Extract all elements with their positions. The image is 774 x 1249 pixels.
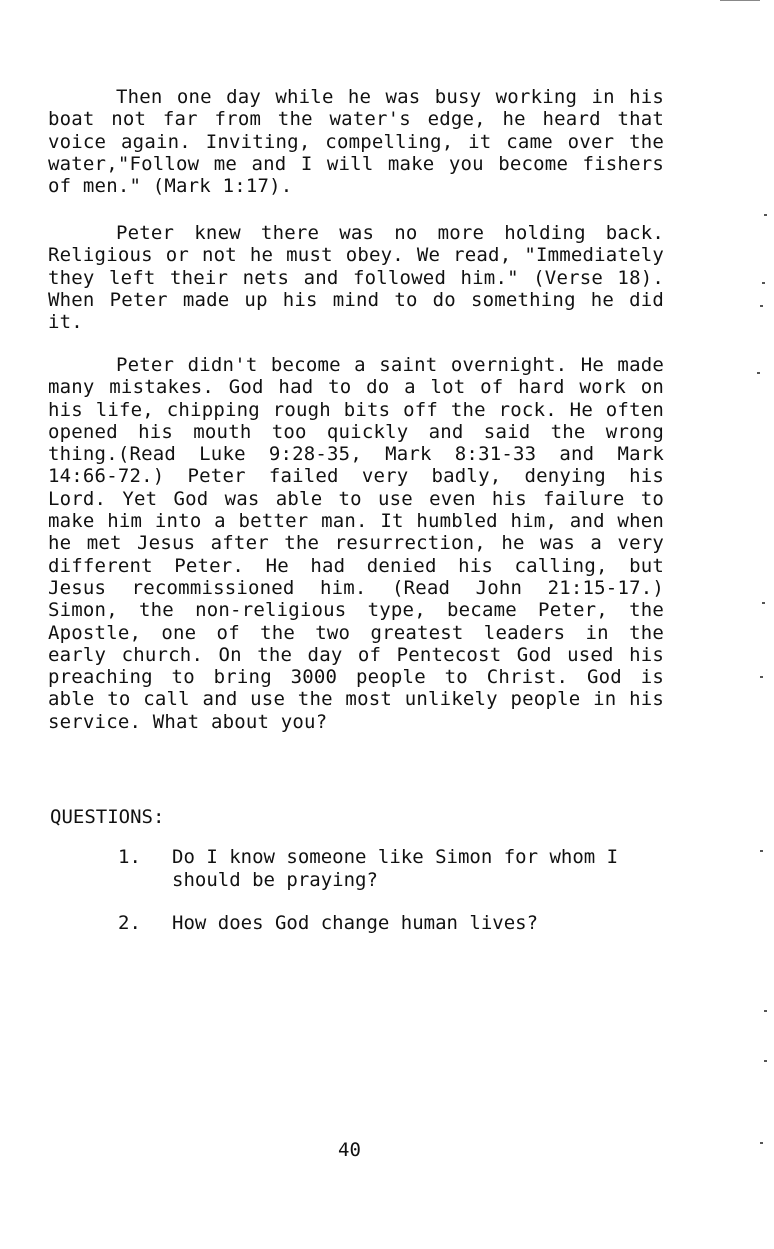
question-text: How does God change human lives? <box>172 912 539 934</box>
paragraph-peter-obeys: Peter knew there was no more holding back. Religious or not he must obey. We read, "Immediately they left their nets and followed him." (Verse 18). When Peter made up his mind to do something he did it. <box>48 222 664 334</box>
question-number: 1. <box>118 846 141 868</box>
page-number: 40 <box>338 1139 361 1161</box>
question-text: Do I know someone like Simon for whom I should be praying? <box>172 846 619 891</box>
margin-speck <box>760 850 763 852</box>
paragraph-peter-changed: Peter didn't become a saint overnight. He made many mistakes. God had to do a lot of hard work on his life, chipping rough bits off the rock. He often opened his mouth too quickly and said the wrong thing.(Read Luke 9:28-35, Mark 8:31-33 and Mark 14:66-72.) Peter failed very badly, denying his Lord. Yet God was able to use even his failure to make him into a better man. It humbled him, and when he met Jesus after the resurrection, he was a very different Peter. He had denied his calling, but Jesus recommissioned him. (Read John 21:15-17.) Simon, the non-religious type, became Peter, the Apostle, one of the two greatest leaders in the early church. On the day of Pentecost God used his preaching to bring 3000 people to Christ. God is able to call and use the most unlikely people in his service. What about you? <box>48 354 664 733</box>
margin-speck <box>760 1142 763 1144</box>
question-item <box>118 846 678 892</box>
question-number: 2. <box>118 912 141 934</box>
margin-speck <box>764 214 767 216</box>
page-edge <box>720 0 760 3</box>
paragraph-call-of-peter: Then one day while he was busy working in his boat not far from the water's edge, he heard that voice again. Inviting, compelling, it came over the water,"Follow me and I will make you become fishers of men." (Mark 1:17). <box>48 86 664 198</box>
margin-speck <box>764 1060 767 1062</box>
margin-speck <box>762 282 765 284</box>
margin-speck <box>764 1010 767 1012</box>
questions-heading: QUESTIONS: <box>50 806 165 828</box>
question-item <box>118 912 678 935</box>
margin-speck <box>760 305 763 307</box>
margin-speck <box>760 676 763 678</box>
margin-speck <box>762 602 765 604</box>
margin-speck <box>757 372 760 374</box>
